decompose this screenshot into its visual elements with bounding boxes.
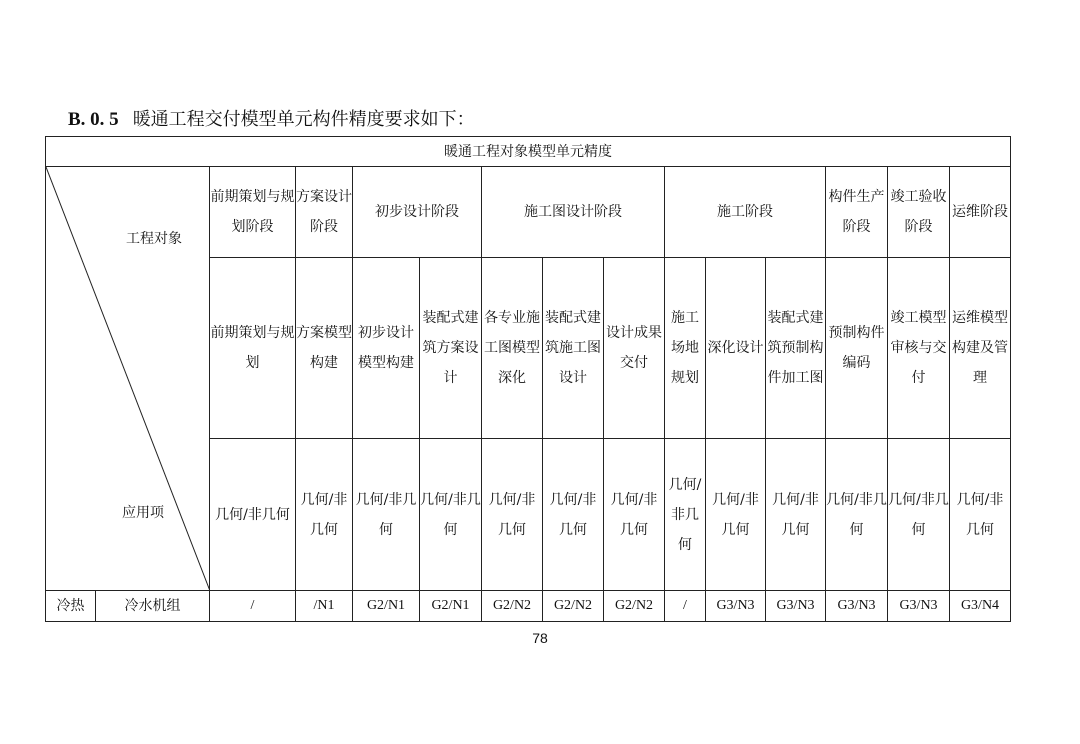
value-cell: G3/N3	[888, 591, 950, 622]
stage-header: 方案设计阶段	[296, 167, 353, 258]
app-item-cell: 几何/非几何	[482, 439, 543, 591]
value-cell: G2/N2	[543, 591, 604, 622]
subitem-header: 装配式建筑预制构件加工图	[766, 258, 826, 439]
value-cell: /N1	[296, 591, 353, 622]
value-cell: G2/N1	[353, 591, 420, 622]
stage-header: 施工阶段	[665, 167, 826, 258]
app-item-cell: 几何/非几何	[950, 439, 1011, 591]
app-item-cell: 几何/非几何	[766, 439, 826, 591]
section-title: 暖通工程交付模型单元构件精度要求如下：	[132, 109, 475, 130]
subitem-header: 装配式建筑方案设计	[420, 258, 482, 439]
value-cell: G2/N2	[604, 591, 665, 622]
subitem-header: 施工场地规划	[665, 258, 706, 439]
subitem-header: 竣工模型审核与交付	[888, 258, 950, 439]
subitem-header: 前期策划与规划	[210, 258, 296, 439]
subitem-header: 预制构件编码	[826, 258, 888, 439]
value-cell: G3/N3	[826, 591, 888, 622]
value-cell: G3/N3	[706, 591, 766, 622]
row-item: 冷水机组	[96, 591, 210, 622]
section-heading	[68, 106, 475, 134]
stage-header: 施工图设计阶段	[482, 167, 665, 258]
app-item-cell: 几何/非几何	[353, 439, 420, 591]
app-item-cell: 几何/非几何	[210, 439, 296, 591]
app-item-cell: 几何/非几何	[543, 439, 604, 591]
app-item-cell: 几何/非几何	[604, 439, 665, 591]
app-item-cell: 几何/非几何	[706, 439, 766, 591]
value-cell: G2/N1	[420, 591, 482, 622]
stage-header: 竣工验收阶段	[888, 167, 950, 258]
value-cell: G3/N4	[950, 591, 1011, 622]
app-item-cell: 几何/非几何	[665, 439, 706, 591]
app-item-cell: 几何/非几何	[826, 439, 888, 591]
subitem-header: 初步设计模型构建	[353, 258, 420, 439]
subitem-header: 设计成果交付	[604, 258, 665, 439]
row-category: 冷热	[46, 591, 96, 622]
value-cell: G3/N3	[766, 591, 826, 622]
section-number: B. 0. 5	[68, 109, 119, 130]
stage-header: 前期策划与规划阶段	[210, 167, 296, 258]
subitem-header: 方案模型构建	[296, 258, 353, 439]
table-row	[46, 591, 1011, 622]
stage-header: 初步设计阶段	[353, 167, 482, 258]
subitem-header: 各专业施工图模型深化	[482, 258, 543, 439]
stage-header: 运维阶段	[950, 167, 1011, 258]
corner-header-cell	[46, 167, 210, 591]
stage-header: 构件生产阶段	[826, 167, 888, 258]
precision-table	[45, 136, 1011, 622]
value-cell: /	[210, 591, 296, 622]
subitem-header: 装配式建筑施工图设计	[543, 258, 604, 439]
value-cell: G2/N2	[482, 591, 543, 622]
subitem-header: 深化设计	[706, 258, 766, 439]
corner-label-application: 应用项	[122, 505, 164, 521]
app-item-cell: 几何/非几何	[888, 439, 950, 591]
subitem-header: 运维模型构建及管理	[950, 258, 1011, 439]
app-item-cell: 几何/非几何	[420, 439, 482, 591]
corner-label-object: 工程对象	[126, 231, 182, 247]
table-title: 暖通工程对象模型单元精度	[46, 137, 1011, 167]
value-cell: /	[665, 591, 706, 622]
page-number: 78	[532, 630, 548, 646]
app-item-cell: 几何/非几何	[296, 439, 353, 591]
